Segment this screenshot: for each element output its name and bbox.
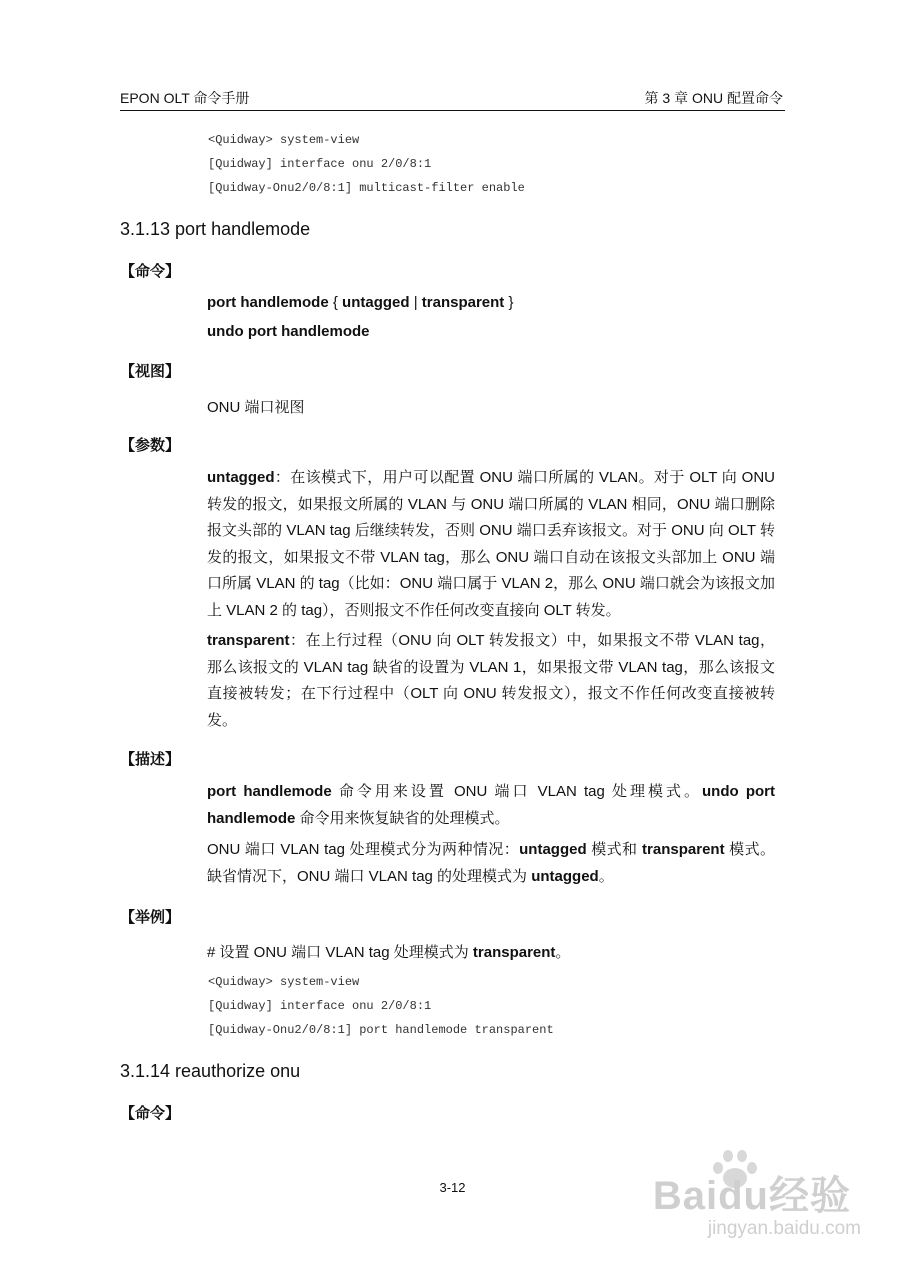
cmd-undo-keyword: undo port handlemode: [207, 323, 370, 340]
desc-text: 模式。缺省情况下，ONU 端口 VLAN tag 的处理模式为: [207, 841, 775, 885]
code-line: [Quidway] interface onu 2/0/8:1: [208, 157, 432, 171]
header-divider: [120, 110, 785, 111]
cmd-keyword: port handlemode: [207, 294, 329, 311]
cmd-separator: |: [409, 294, 422, 311]
watermark-url: jingyan.baidu.com: [707, 1218, 861, 1239]
example-bold: transparent: [472, 944, 556, 961]
param-transparent: [207, 628, 775, 734]
section-heading-port-handlemode: 3.1.13 port handlemode: [120, 219, 311, 239]
command-undo-syntax: [207, 323, 370, 340]
page-number: 3-12: [439, 1180, 466, 1195]
param-description: ：在该模式下，用户可以配置 ONU 端口所属的 VLAN。对于 OLT 向 ONU 转发的报文，如果报文所属的 VLAN 与 ONU 端口所属的 VLAN 相同，ONU 端口删除报文头部的 VLAN tag 后继续转发，否则 ONU 端口丢弃该报文。对于 ONU 向 OLT 转发的报文，如果报文不带 VLAN tag，那么 ONU 端口自动在该报文头部加上 ONU 端口所属 VLAN 的 tag（比如：ONU 端口属于 VLAN 2，那么 ONU 端口就会为该报文加上 VLAN 2 的 tag），否则报文不作任何改变直接向 OLT 转发。: [207, 469, 775, 619]
header-chapter-title: 第 3 章 ONU 配置命令: [644, 90, 783, 106]
example-text: 。: [555, 944, 571, 961]
cmd-option-transparent: transparent: [421, 294, 505, 311]
view-text: ONU 端口视图: [207, 399, 305, 416]
desc-bold: port handlemode: [207, 783, 332, 800]
desc-bold: untagged: [531, 867, 599, 885]
example-text: # 设置 ONU 端口 VLAN tag 处理模式为: [207, 944, 473, 961]
label-description: 【描述】: [120, 751, 181, 768]
desc-text: 命令用来设置 ONU 端口 VLAN tag 处理模式。: [331, 783, 703, 800]
baidu-watermark: [643, 1152, 863, 1252]
label-view: 【视图】: [120, 363, 181, 380]
code-line: [Quidway-Onu2/0/8:1] multicast-filter enable: [208, 181, 525, 195]
code-line: <Quidway> system-view: [208, 133, 360, 147]
watermark-logo: Baidu经验: [652, 1174, 851, 1218]
desc-bold: undo port handlemode: [207, 783, 775, 827]
desc-text: ONU 端口 VLAN tag 处理模式分为两种情况：: [207, 841, 520, 858]
header-manual-title: EPON OLT 命令手册: [120, 90, 250, 106]
code-line: [Quidway-Onu2/0/8:1] port handlemode transparent: [208, 1023, 554, 1037]
command-syntax: [207, 294, 513, 311]
param-description: ：在上行过程（ONU 向 OLT 转发报文）中，如果报文不带 VLAN tag，那么该报文的 VLAN tag 缺省的设置为 VLAN 1，如果报文带 VLAN tag，那么该报文直接被转发；在下行过程中（OLT 向 ONU 转发报文），报文不作任何改变直接被转发。: [207, 632, 775, 729]
desc-text: 模式和: [586, 841, 643, 858]
example-comment: [207, 941, 570, 962]
label-example: 【举例】: [120, 909, 181, 926]
desc-text: 命令用来恢复缺省的处理模式。: [295, 809, 510, 827]
label-params: 【参数】: [120, 437, 181, 454]
param-untagged: [207, 465, 775, 624]
description-para-1: [207, 779, 775, 832]
cmd-brace-open: {: [328, 294, 343, 311]
label-command: 【命令】: [120, 263, 181, 280]
cmd-option-untagged: untagged: [342, 294, 410, 311]
desc-bold: transparent: [642, 841, 725, 858]
code-line: <Quidway> system-view: [208, 975, 360, 989]
desc-text: 。: [598, 867, 614, 885]
section-heading-reauthorize-onu: 3.1.14 reauthorize onu: [120, 1061, 301, 1081]
code-line: [Quidway] interface onu 2/0/8:1: [208, 999, 432, 1013]
label-command: 【命令】: [120, 1105, 181, 1122]
description-para-2: [207, 837, 775, 890]
param-name: transparent: [207, 632, 290, 649]
param-name: untagged: [207, 469, 275, 486]
desc-bold: untagged: [519, 841, 587, 858]
cmd-brace-close: }: [504, 294, 514, 311]
